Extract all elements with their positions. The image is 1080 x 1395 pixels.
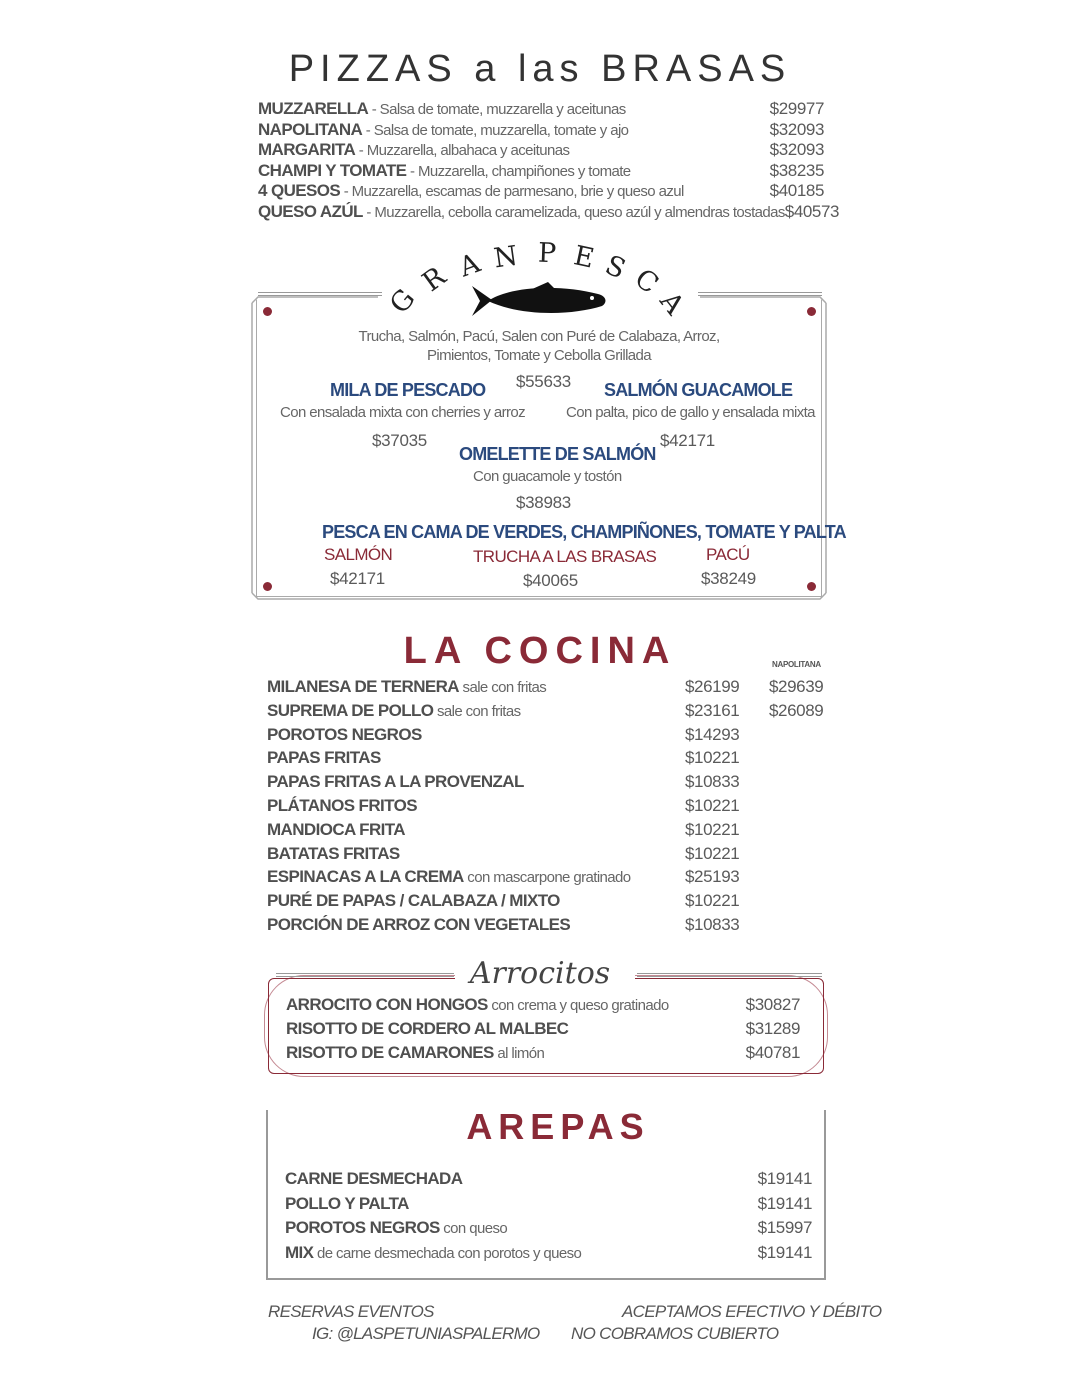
- title-letter: S: [600, 249, 631, 286]
- item-price: $10221: [685, 819, 740, 839]
- item-price: $19141: [757, 1193, 812, 1213]
- item-name: POROTOS NEGROS: [285, 1218, 440, 1238]
- pizzas-title: PIZZAS a las BRASAS: [288, 48, 792, 90]
- item-name: CARNE DESMECHADA: [285, 1169, 463, 1188]
- item-price: $10833: [685, 772, 740, 792]
- cocina-item: [267, 771, 827, 795]
- item-price-napolitana: $26089: [769, 700, 824, 720]
- pizza-name: 4 QUESOS: [258, 181, 341, 201]
- item-name: POLLO Y PALTA: [285, 1193, 409, 1213]
- footer-cubierto: NO COBRAMOS CUBIERTO: [571, 1324, 779, 1343]
- item-desc: sale con fritas: [458, 679, 547, 696]
- item-price-napolitana: $29639: [769, 677, 824, 696]
- item-price: $10833: [685, 914, 740, 934]
- pizza-desc: - Muzzarella, champiñones y tomate: [406, 162, 631, 180]
- item-name: PAPAS FRITAS A LA PROVENZAL: [267, 772, 524, 792]
- desc-line: Trucha, Salmón, Pacú, Salen con Puré de Calabaza, Arroz,: [358, 328, 720, 345]
- corner-dot: [263, 582, 272, 591]
- arepas-item: [285, 1242, 812, 1267]
- pesca-cama-title: PESCA EN CAMA DE VERDES, CHAMPIÑONES, TOMATE Y PALTA: [322, 522, 846, 542]
- mila-name: MILA DE PESCADO: [330, 380, 486, 400]
- pizza-price: $32093: [769, 119, 824, 139]
- option-price: $38249: [701, 569, 756, 588]
- item-price: $10221: [685, 748, 740, 768]
- arrocitos-title: Arrocitos: [469, 956, 611, 991]
- omelette-name: OMELETTE DE SALMÓN: [459, 444, 656, 464]
- option-price: $40065: [523, 571, 578, 590]
- arrocitos-item: [286, 1042, 800, 1066]
- pizza-item: [258, 119, 824, 140]
- cocina-list: [267, 676, 827, 938]
- arepas-item: [285, 1193, 812, 1218]
- footer-reservas: RESERVAS EVENTOS: [268, 1302, 434, 1321]
- pizza-item: [258, 180, 824, 201]
- omelette-price: $38983: [516, 493, 571, 512]
- title-letter: C: [628, 262, 665, 301]
- item-name: PURÉ DE PAPAS / CALABAZA / MIXTO: [267, 891, 560, 911]
- mila-price: $37035: [372, 431, 427, 450]
- arepas-title: AREPAS: [466, 1106, 650, 1147]
- item-name: MILANESA DE TERNERA: [267, 677, 459, 696]
- item-desc: al limón: [493, 1045, 545, 1062]
- gran-pesca-line-right: [698, 292, 822, 296]
- footer-instagram[interactable]: IG: @LASPETUNIASPALERMO: [312, 1324, 540, 1343]
- cocina-item: [267, 890, 827, 914]
- arrocitos-item: [286, 994, 800, 1018]
- item-price: $14293: [685, 724, 740, 744]
- salmon-guacamole-price: $42171: [660, 431, 715, 450]
- item-price: $40781: [745, 1043, 800, 1062]
- item-name: PLÁTANOS FRITOS: [267, 795, 417, 815]
- arepas-item: [285, 1217, 812, 1242]
- option-name: SALMÓN: [324, 545, 393, 564]
- item-price: $19141: [757, 1169, 812, 1188]
- omelette-desc: Con guacamole y tostón: [473, 468, 622, 485]
- pizza-item: [258, 201, 840, 222]
- item-price: $10221: [685, 795, 740, 815]
- corner-dot: [807, 307, 816, 316]
- pizza-price: $40573: [784, 201, 840, 221]
- pizza-item: [258, 139, 824, 160]
- item-price: $25193: [685, 867, 740, 887]
- title-letter: R: [416, 260, 452, 299]
- title-letter: A: [653, 286, 690, 321]
- cocina-item: [267, 747, 827, 771]
- item-price: $23161: [685, 700, 740, 720]
- cocina-item: [267, 843, 827, 867]
- pizza-name: MUZZARELLA: [258, 99, 369, 118]
- napolitana-label: NAPOLITANA: [772, 660, 821, 669]
- pizza-name: QUESO AZÚL: [258, 201, 363, 221]
- pizza-desc: - Salsa de tomate, muzzarella y aceitunas: [368, 101, 626, 118]
- arepas-list: [285, 1168, 812, 1266]
- gran-pesca-desc: [256, 327, 822, 365]
- mila-desc: Con ensalada mixta con cherries y arroz: [280, 404, 526, 421]
- item-price: $15997: [757, 1218, 812, 1238]
- item-price: $19141: [757, 1242, 812, 1262]
- corner-dot: [807, 582, 816, 591]
- gran-pesca-price: $55633: [516, 372, 571, 391]
- item-desc: sale con fritas: [433, 702, 521, 720]
- item-name: PORCIÓN DE ARROZ CON VEGETALES: [267, 914, 571, 934]
- title-letter: N: [491, 240, 520, 275]
- item-name: RISOTTO DE CORDERO AL MALBEC: [286, 1019, 569, 1038]
- cocina-item: [267, 795, 827, 819]
- salmon-guacamole-desc: Con palta, pico de gallo y ensalada mixta: [566, 404, 815, 421]
- pizza-desc: - Salsa de tomate, muzzarella, tomate y ajo: [362, 121, 629, 139]
- item-name: ARROCITO CON HONGOS: [286, 995, 488, 1014]
- item-desc: con queso: [439, 1220, 508, 1238]
- pizza-desc: - Muzzarella, escamas de parmesano, brie y queso azul: [340, 183, 684, 201]
- gran-pesca-line-left: [258, 292, 382, 296]
- cocina-item: [267, 700, 827, 724]
- pizza-desc: - Muzzarella, cebolla caramelizada, queso azúl y almendras tostadas: [362, 203, 785, 221]
- pizza-name: NAPOLITANA: [258, 119, 363, 139]
- item-desc: con crema y queso gratinado: [487, 997, 669, 1014]
- pizza-name: MARGARITA: [258, 140, 356, 160]
- item-name: POROTOS NEGROS: [267, 724, 422, 744]
- fish-icon: [470, 282, 610, 322]
- item-desc: de carne desmechada con porotos y queso: [313, 1244, 582, 1262]
- pizza-price: $40185: [769, 181, 824, 201]
- item-price: $26199: [685, 677, 740, 696]
- item-desc: con mascarpone gratinado: [463, 869, 631, 887]
- item-name: SUPREMA DE POLLO: [267, 700, 434, 720]
- arrocitos-list: [286, 994, 800, 1066]
- item-name: MANDIOCA FRITA: [267, 819, 405, 839]
- title-letter: P: [537, 237, 557, 270]
- title-letter: A: [455, 247, 485, 284]
- cocina-item: [267, 914, 827, 938]
- cocina-item: [267, 676, 827, 700]
- title-letter: G: [383, 283, 422, 320]
- title-letter: E: [570, 240, 597, 275]
- item-name: RISOTTO DE CAMARONES: [286, 1043, 494, 1062]
- pizza-desc: - Muzzarella, albahaca y aceitunas: [355, 142, 570, 160]
- pizza-item: [258, 160, 824, 181]
- arrocitos-item: [286, 1018, 800, 1042]
- item-price: $10221: [685, 843, 740, 863]
- item-price: $31289: [745, 1019, 800, 1038]
- item-name: BATATAS FRITAS: [267, 843, 400, 863]
- pizza-price: $32093: [769, 140, 824, 160]
- salmon-guacamole-name: SALMÓN GUACAMOLE: [604, 380, 793, 400]
- pizzas-list: [258, 98, 840, 222]
- item-name: ESPINACAS A LA CREMA: [267, 867, 464, 887]
- option-name: TRUCHA A LAS BRASAS: [473, 547, 657, 566]
- desc-line: Pimientos, Tomate y Cebolla Grillada: [426, 347, 652, 364]
- arepas-item: [285, 1168, 812, 1193]
- cocina-item: [267, 866, 827, 890]
- option-price: $42171: [330, 569, 385, 588]
- item-name: PAPAS FRITAS: [267, 748, 381, 768]
- cocina-title: LA COCINA: [403, 630, 677, 672]
- option-name: PACÚ: [706, 545, 750, 564]
- corner-dot: [263, 307, 272, 316]
- pizza-name: CHAMPI Y TOMATE: [258, 160, 407, 180]
- item-price: $30827: [745, 995, 800, 1014]
- cocina-item: [267, 819, 827, 843]
- pizza-price: $29977: [769, 99, 824, 118]
- item-name: MIX: [285, 1242, 314, 1262]
- pizza-price: $38235: [769, 160, 824, 180]
- item-price: $10221: [685, 891, 740, 911]
- cocina-item: [267, 724, 827, 748]
- footer-payment: ACEPTAMOS EFECTIVO Y DÉBITO: [622, 1302, 882, 1321]
- pizza-item: [258, 98, 824, 119]
